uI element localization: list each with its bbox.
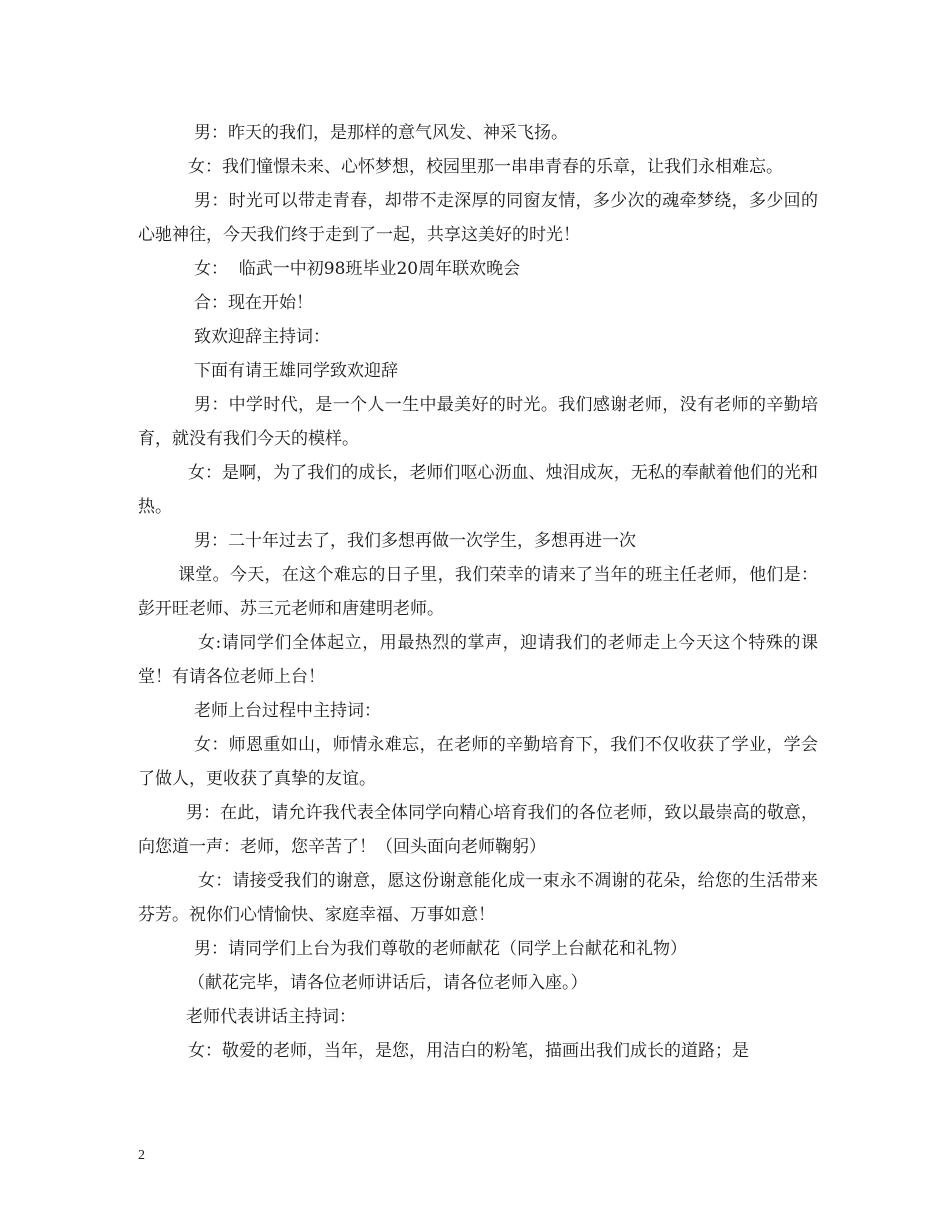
paragraph: 课堂。今天，在这个难忘的日子里，我们荣幸的请来了当年的班主任老师，他们是：彭开旺老师、苏三元老师和唐建明老师。 — [138, 565, 818, 619]
paragraph: 下面有请王雄同学致欢迎辞 — [194, 361, 398, 381]
paragraph: 女：是啊，为了我们的成长，老师们呕心沥血、烛泪成灰，无私的奉献着他们的光和热。 — [138, 463, 818, 517]
paragraph: 女：我们憧憬未来、心怀梦想，校园里那一串串青春的乐章，让我们永相难忘。 — [188, 157, 783, 177]
paragraph: 女：师恩重如山，师情永难忘，在老师的辛勤培育下，我们不仅收获了学业，学会了做人，更收获了真挚的友谊。 — [138, 735, 818, 789]
body-text — [138, 116, 818, 1068]
paragraph: 男：昨天的我们，是那样的意气风发、神采飞扬。 — [194, 123, 568, 143]
section-heading: 老师代表讲话主持词： — [186, 1007, 356, 1027]
paragraph: 男：时光可以带走青春，却带不走深厚的同窗友情，多少次的魂牵梦绕，多少回的心驰神往，今天我们终于走到了一起，共享这美好的时光！ — [138, 191, 818, 245]
paragraph: 女:请同学们全体起立，用最热烈的掌声，迎请我们的老师走上今天这个特殊的课堂！有请各位老师上台！ — [138, 633, 818, 687]
section-heading: 老师上台过程中主持词： — [194, 701, 381, 721]
paragraph: 男：中学时代，是一个人一生中最美好的时光。我们感谢老师，没有老师的辛勤培育，就没有我们今天的模样。 — [138, 395, 818, 449]
paragraph: 女：敬爱的老师，当年，是您，用洁白的粉笔，描画出我们成长的道路；是 — [188, 1041, 749, 1061]
paragraph: 合：现在开始！ — [194, 293, 313, 313]
paragraph: 男：在此，请允许我代表全体同学向精心培育我们的各位老师，致以最崇高的敬意，向您道一声：老师，您辛苦了！（回头面向老师鞠躬） — [138, 803, 818, 857]
paragraph: 男：二十年过去了，我们多想再做一次学生，多想再进一次 — [194, 531, 636, 551]
paragraph: 男：请同学们上台为我们尊敬的老师献花（同学上台献花和礼物） — [194, 939, 687, 959]
paragraph: 女：请接受我们的谢意，愿这份谢意能化成一束永不凋谢的花朵，给您的生活带来芬芳。祝你们心情愉快、家庭幸福、万事如意！ — [138, 871, 818, 925]
paragraph: （献花完毕，请各位老师讲话后，请各位老师入座。） — [188, 973, 588, 993]
section-heading: 致欢迎辞主持词： — [194, 327, 330, 347]
page-number: 2 — [138, 1148, 145, 1163]
paragraph: 女： 临武一中初98班毕业20周年联欢晚会 — [194, 259, 521, 279]
